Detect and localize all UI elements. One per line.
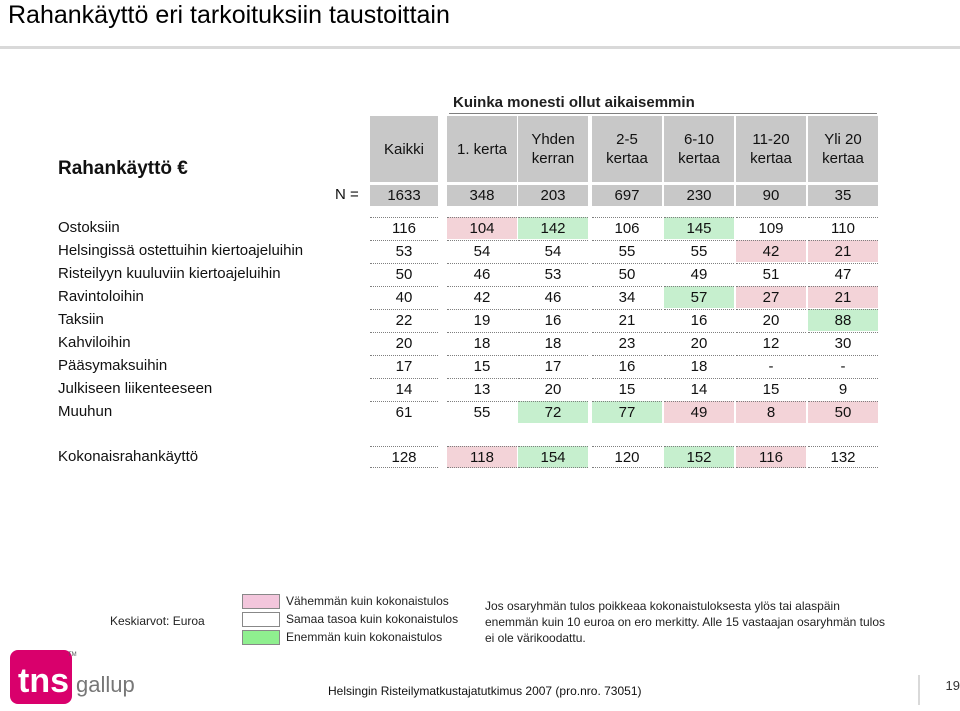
title-divider — [0, 46, 960, 49]
table-cell: 23 — [592, 332, 662, 354]
table-cell: 34 — [592, 286, 662, 308]
table-cell: 106 — [592, 217, 662, 239]
row-label-8: Muuhun — [58, 403, 113, 420]
n-label: N = — [335, 186, 359, 203]
group-header-underline — [449, 113, 877, 114]
page-number: 19 — [918, 675, 960, 705]
table-cell: 47 — [808, 263, 878, 285]
table-cell: 16 — [592, 355, 662, 377]
table-cell: 22 — [370, 309, 438, 331]
table-cell: 15 — [736, 378, 806, 400]
column-header-1: 1. kerta — [447, 116, 517, 182]
row-label-5: Kahviloihin — [58, 334, 131, 351]
table-cell: 8 — [736, 401, 806, 423]
table-cell: 77 — [592, 401, 662, 423]
table-cell: 21 — [592, 309, 662, 331]
table-cell: 18 — [447, 332, 517, 354]
legend-swatch-more — [242, 630, 280, 645]
column-header-3: 2-5 kertaa — [592, 116, 662, 182]
table-cell: 53 — [518, 263, 588, 285]
table-cell: - — [808, 355, 878, 377]
table-title: Rahankäyttö € — [58, 158, 188, 179]
column-header-6: Yli 20 kertaa — [808, 116, 878, 182]
legend-label-same: Samaa tasoa kuin kokonaistulos — [286, 612, 459, 626]
table-cell: 51 — [736, 263, 806, 285]
column-header-4: 6-10 kertaa — [664, 116, 734, 182]
table-cell: 88 — [808, 309, 878, 331]
total-cell: 128 — [370, 446, 438, 468]
total-cell: 132 — [808, 446, 878, 468]
table-cell: 19 — [447, 309, 517, 331]
n-value-0: 1633 — [370, 185, 438, 206]
table-cell: 55 — [664, 240, 734, 262]
total-cell: 118 — [447, 446, 517, 468]
tns-gallup-logo — [10, 648, 140, 711]
table-cell: 30 — [808, 332, 878, 354]
table-cell: 14 — [664, 378, 734, 400]
total-cell: 116 — [736, 446, 806, 468]
table-cell: 20 — [664, 332, 734, 354]
logo-trademark: TM — [68, 652, 77, 658]
table-cell: 53 — [370, 240, 438, 262]
table-cell: 55 — [592, 240, 662, 262]
table-cell: 54 — [447, 240, 517, 262]
table-cell: 104 — [447, 217, 517, 239]
row-label-3: Ravintoloihin — [58, 288, 144, 305]
table-cell: 17 — [370, 355, 438, 377]
table-cell: 12 — [736, 332, 806, 354]
table-cell: 9 — [808, 378, 878, 400]
legend-label-less: Vähemmän kuin kokonaistulos — [286, 594, 449, 608]
footer-text: Helsingin Risteilymatkustajatutkimus 2007 (pro.nro. 73051) — [328, 684, 642, 698]
total-cell: 154 — [518, 446, 588, 468]
n-value-2: 203 — [518, 185, 588, 206]
row-label-2: Risteilyyn kuuluviin kiertoajeluihin — [58, 265, 281, 282]
logo-text-tns: tns — [18, 662, 69, 700]
table-cell: 42 — [736, 240, 806, 262]
table-cell: 13 — [447, 378, 517, 400]
table-cell: 72 — [518, 401, 588, 423]
table-cell: 20 — [370, 332, 438, 354]
n-value-4: 230 — [664, 185, 734, 206]
table-cell: 42 — [447, 286, 517, 308]
legend-swatch-same — [242, 612, 280, 627]
n-value-5: 90 — [736, 185, 806, 206]
legend-swatch-less — [242, 594, 280, 609]
table-cell: 18 — [664, 355, 734, 377]
row-label-7: Julkiseen liikenteeseen — [58, 380, 213, 397]
table-cell: 18 — [518, 332, 588, 354]
row-label-0: Ostoksiin — [58, 219, 120, 236]
column-header-2: Yhden kerran — [518, 116, 588, 182]
row-label-1: Helsingissä ostettuihin kiertoajeluihin — [58, 242, 304, 259]
total-label: Kokonaisrahankäyttö — [58, 448, 199, 465]
table-cell: 49 — [664, 263, 734, 285]
table-cell: 14 — [370, 378, 438, 400]
color-coding-note: Jos osaryhmän tulos poikkeaa kokonaistuloksesta ylös tai alaspäin enemmän kuin 10 euroa on ero merkitty. Alle 15 vastaajan osaryhmän tulos ei ole värikoodattu. — [485, 599, 885, 645]
table-cell: 61 — [370, 401, 438, 423]
table-cell: 109 — [736, 217, 806, 239]
column-header-5: 11-20 kertaa — [736, 116, 806, 182]
table-cell: 50 — [592, 263, 662, 285]
table-cell: 145 — [664, 217, 734, 239]
table-cell: 49 — [664, 401, 734, 423]
n-value-6: 35 — [808, 185, 878, 206]
table-cell: 54 — [518, 240, 588, 262]
slide-title: Rahankäyttö eri tarkoituksiin taustoittain — [8, 1, 450, 29]
n-value-3: 697 — [592, 185, 662, 206]
n-value-1: 348 — [447, 185, 517, 206]
table-cell: 46 — [518, 286, 588, 308]
table-cell: 17 — [518, 355, 588, 377]
group-header: Kuinka monesti ollut aikaisemmin — [453, 94, 695, 111]
table-cell: 40 — [370, 286, 438, 308]
table-cell: 21 — [808, 286, 878, 308]
table-cell: 15 — [592, 378, 662, 400]
column-header-0: Kaikki — [370, 116, 438, 182]
table-cell: - — [736, 355, 806, 377]
row-label-6: Pääsymaksuihin — [58, 357, 168, 374]
table-cell: 142 — [518, 217, 588, 239]
table-cell: 57 — [664, 286, 734, 308]
table-cell: 50 — [370, 263, 438, 285]
logo-text-gallup: gallup — [76, 672, 135, 697]
table-cell: 21 — [808, 240, 878, 262]
legend-caption: Keskiarvot: Euroa — [110, 614, 205, 628]
row-label-4: Taksiin — [58, 311, 104, 328]
table-cell: 16 — [664, 309, 734, 331]
table-cell: 55 — [447, 401, 517, 423]
table-cell: 16 — [518, 309, 588, 331]
legend-label-more: Enemmän kuin kokonaistulos — [286, 630, 443, 644]
table-cell: 15 — [447, 355, 517, 377]
total-cell: 120 — [592, 446, 662, 468]
table-cell: 20 — [736, 309, 806, 331]
table-cell: 27 — [736, 286, 806, 308]
table-cell: 116 — [370, 217, 438, 239]
total-cell: 152 — [664, 446, 734, 468]
table-cell: 20 — [518, 378, 588, 400]
table-cell: 46 — [447, 263, 517, 285]
table-cell: 110 — [808, 217, 878, 239]
table-cell: 50 — [808, 401, 878, 423]
